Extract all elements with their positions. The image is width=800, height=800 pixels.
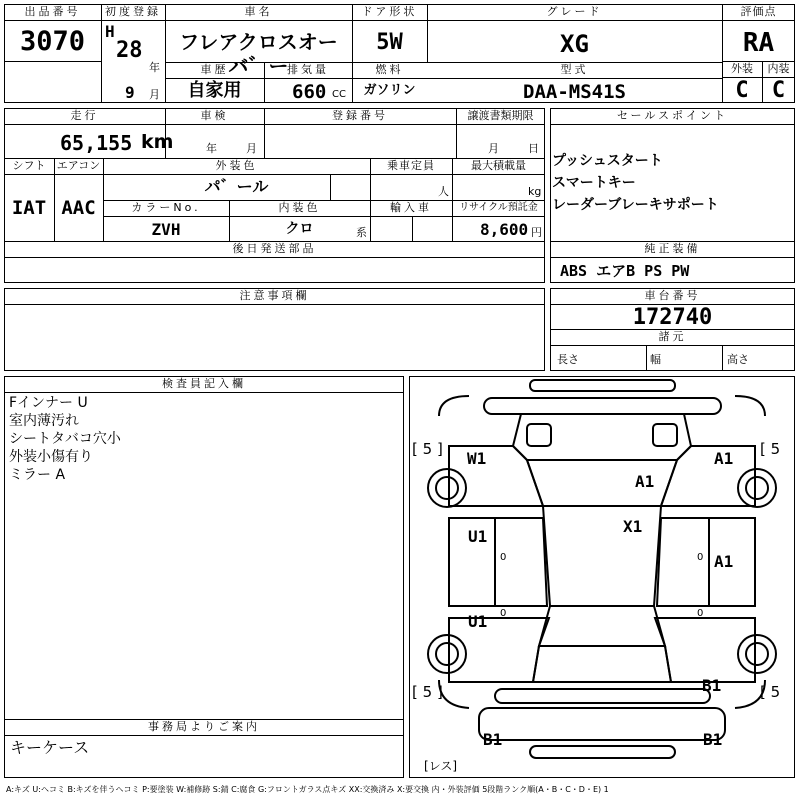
fuel-header: 燃料	[375, 63, 404, 76]
sales-point-3: レーダーブレーキサポート	[552, 197, 719, 213]
equipment-header: 純正装備	[644, 242, 701, 255]
ext-color-header: 外装色	[215, 159, 258, 172]
equipment: ABS エアB PS PW	[560, 262, 690, 280]
recycle-unit: 円	[531, 226, 542, 239]
inspector-header: 検査員記入欄	[162, 377, 246, 390]
capacity-unit: 人	[438, 185, 449, 198]
history-header: 車歴	[200, 63, 229, 76]
mark-x1: X1	[623, 517, 643, 536]
shift: IAT	[11, 197, 47, 219]
registration-header: 登録番号	[332, 109, 388, 122]
import-header: 輸入車	[390, 201, 432, 214]
displacement: 660	[292, 81, 327, 103]
lot-header: 出品番号	[24, 5, 81, 18]
mark-u1-left-rear: U1	[468, 612, 488, 631]
less-label: [レス]	[424, 759, 458, 773]
spec-width: 幅	[650, 353, 661, 366]
inspector-line-2: 室内薄汚れ	[9, 413, 79, 429]
interior-grade: C	[771, 78, 786, 103]
spec-height: 高さ	[727, 353, 749, 366]
inspection-header: 車検	[200, 109, 229, 122]
interior-grade-header: 内装	[767, 62, 790, 75]
max-load-header: 最大積載量	[471, 159, 526, 172]
zero-right-front: 0	[697, 552, 704, 563]
model-header: 型式	[560, 63, 589, 76]
displacement-header: 排気量	[287, 63, 329, 76]
transfer-header: 譲渡書類期限	[467, 109, 534, 122]
sales-points-header: セールスポイント	[616, 109, 728, 122]
first-reg-era: H	[105, 22, 115, 41]
inspector-line-1: Fインナー U	[9, 395, 88, 411]
later-parts-header: 後日発送部品	[232, 242, 317, 255]
first-reg-year: 28	[116, 38, 143, 63]
exterior-grade-header: 外装	[731, 62, 753, 75]
door-type: 5W	[376, 30, 403, 55]
car-diagram	[409, 376, 795, 778]
mileage-header: 走行	[70, 109, 99, 122]
zero-left-rear: 0	[500, 608, 507, 619]
office-header: 事務局よりご案内	[148, 720, 260, 733]
first-reg-year-unit: 年	[149, 61, 160, 74]
mileage-unit: km	[141, 131, 174, 153]
mark-a1-right-door: A1	[714, 552, 734, 571]
chassis-number: 172740	[632, 305, 713, 330]
max-load-unit: kg	[528, 185, 542, 198]
lot-number: 3070	[19, 26, 86, 57]
mark-b1-bumper-right: B1	[703, 730, 723, 749]
car-name: フレアクロスオーバ゛ー	[179, 30, 338, 78]
displacement-unit: CC	[332, 89, 346, 100]
ext-color: パ゛ール	[204, 177, 269, 196]
history: 自家用	[187, 80, 242, 101]
exterior-grade: C	[735, 78, 749, 103]
int-color: クロ	[285, 221, 314, 237]
notes-header: 注意事項欄	[239, 289, 310, 302]
capacity-header: 乗車定員	[387, 159, 435, 172]
model: DAA-MS41S	[523, 81, 626, 103]
corner-label-bl: [ 5 ]	[412, 683, 443, 701]
fuel: ガソリン	[363, 83, 416, 98]
mark-a1-roof: A1	[635, 472, 655, 491]
legend: A:キズ U:ヘコミ B:キズを伴うヘコミ P:要塗装 W:補修跡 S:錆 C:腐食 G:フロントガラス点キズ XX:交換済み X:要交換 内・外装評価 5段階ランク順(A・B・C・D・E) 1	[6, 785, 609, 794]
mark-b1-bumper-left: B1	[483, 730, 503, 749]
int-color-unit: 系	[356, 226, 367, 239]
mark-w1: W1	[467, 449, 487, 468]
first-reg-month: 9	[125, 83, 135, 102]
inspector-line-5: ミラー A	[9, 467, 66, 483]
score: RA	[742, 28, 775, 58]
mark-u1-left-front: U1	[468, 527, 488, 546]
door-header: ドア形状	[361, 5, 418, 18]
specs-header: 諸元	[658, 330, 687, 343]
inspection-year-unit: 年	[206, 142, 217, 155]
transfer-month-unit: 月	[488, 142, 499, 155]
first-reg-month-unit: 月	[149, 88, 160, 101]
inspector-line-4: 外装小傷有り	[9, 449, 93, 465]
aircon: AAC	[61, 197, 96, 219]
inspection-month-unit: 月	[246, 142, 257, 155]
car-name-header: 車名	[244, 5, 273, 18]
shift-header: シフト	[12, 159, 46, 172]
inspector-line-3: シートタバコ穴小	[9, 431, 121, 447]
corner-label-tr: [ 5	[760, 440, 781, 458]
recycle-fee: 8,600	[480, 220, 529, 239]
sales-point-1: プッシュスタート	[552, 153, 663, 169]
grade-header: グレード	[546, 5, 603, 18]
mark-a1-front-right: A1	[714, 449, 734, 468]
int-color-header: 内装色	[278, 201, 321, 214]
first-reg-header: 初度登録	[105, 5, 161, 18]
grade: XG	[560, 30, 589, 58]
color-no-header: カラーNo.	[131, 201, 201, 214]
corner-label-br: [ 5	[760, 683, 781, 701]
mileage: 65,155	[60, 131, 133, 155]
sales-point-2: スマートキー	[552, 175, 636, 191]
color-no: ZVH	[151, 220, 181, 239]
zero-left-front: 0	[500, 552, 507, 563]
score-header: 評価点	[740, 5, 777, 18]
corner-label-tl: [ 5 ]	[412, 440, 443, 458]
chassis-header: 車台番号	[644, 289, 701, 302]
zero-right-rear: 0	[697, 608, 704, 619]
spec-length: 長さ	[557, 353, 579, 366]
transfer-day-unit: 日	[528, 142, 539, 155]
mark-b1-rear-right: B1	[702, 676, 722, 695]
aircon-header: エアコン	[56, 159, 101, 172]
office-note: キーケース	[10, 738, 90, 757]
recycle-header: リサイクル預託金	[459, 202, 538, 213]
